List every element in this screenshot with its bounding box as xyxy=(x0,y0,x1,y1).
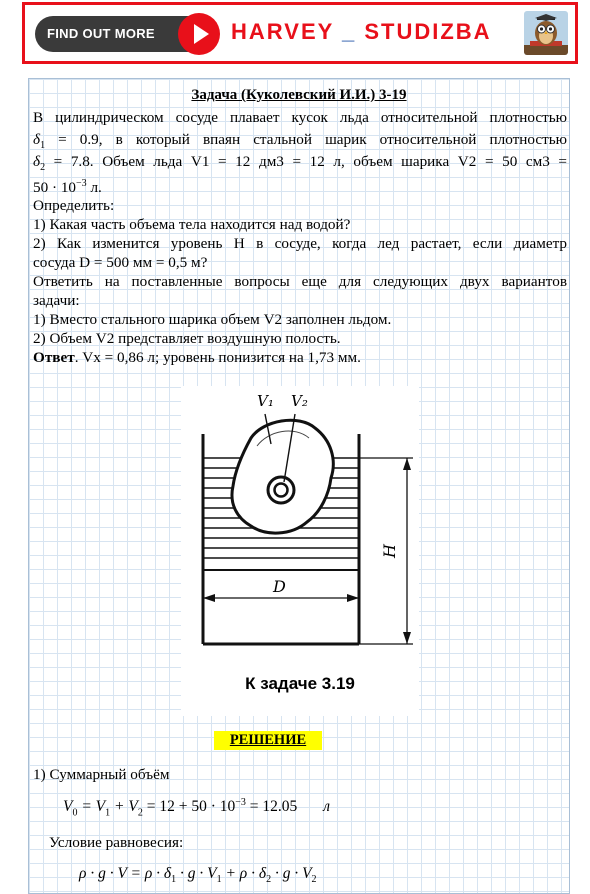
label-d: D xyxy=(273,577,286,596)
owl-mascot-icon xyxy=(524,11,568,55)
equation-total-volume: $V_0 = V_1 + V_2 = 12 + 50 \cdot 10^{-3} = 12.05$ л xyxy=(63,797,331,819)
brand-part-3: STUDIZBA xyxy=(364,19,492,44)
problem-line-2: $\delta_1 = 0.9$, в который впаян стальной шарик относительной плотностью xyxy=(33,131,567,152)
answer-label: Ответ xyxy=(33,349,75,366)
equilibrium-label: Условие равновесия: xyxy=(49,834,184,851)
answer-text: . Vx = 0,86 л; уровень понизится на 1,73 мм. xyxy=(74,349,361,366)
question-2-line-2: сосуда D = 500 мм = 0,5 м? xyxy=(33,254,208,271)
problem-line-4: $50 \cdot 10^{-3}$ л. xyxy=(33,178,102,197)
solution-step-1: 1) Суммарный объём xyxy=(33,766,170,783)
problem-figure xyxy=(181,386,419,716)
solution-heading: РЕШЕНИЕ xyxy=(214,731,322,750)
variants-line-2: задачи: xyxy=(33,292,80,309)
brand-part-1: HARVEY xyxy=(231,19,334,44)
find-out-more-label: FIND OUT MORE xyxy=(47,26,155,41)
document-page xyxy=(28,78,570,894)
variant-2: 2) Объем V2 представляет воздушную полость. xyxy=(33,330,341,347)
equation-equilibrium: $\rho \cdot g \cdot V = \rho \cdot \delta_1 \cdot g \cdot V_1 + \rho \cdot \delta_2 \cdot g \cdot V_2$ xyxy=(79,865,317,886)
variants-line-1: Ответить на поставленные вопросы еще для следующих двух вариантов xyxy=(33,273,567,290)
answer xyxy=(33,348,567,368)
problem-line-1: В цилиндрическом сосуде плавает кусок льда относительной плотностью xyxy=(33,109,567,126)
find-out-more-button[interactable] xyxy=(35,16,218,52)
question-2-line-1: 2) Как изменится уровень H в сосуде, когда лед растает, если диаметр xyxy=(33,235,567,252)
define-label: Определить: xyxy=(33,197,115,214)
problem-line-3: $\delta_2 = 7.8$. Объем льда V1 = 12 дм3 = 12 л, объем шарика V2 = 50 см3 = xyxy=(33,153,567,174)
brand-part-2: _ xyxy=(333,19,365,44)
variant-1: 1) Вместо стального шарика объем V2 заполнен льдом. xyxy=(33,311,392,328)
figure-caption: К задаче 3.19 xyxy=(245,674,355,693)
label-h: H xyxy=(380,544,399,558)
label-v2: V₂ xyxy=(291,392,308,410)
question-1: 1) Какая часть объема тела находится над водой? xyxy=(33,216,351,233)
problem-title: Задача (Куколевский И.И.) 3-19 xyxy=(191,87,407,103)
ad-banner[interactable] xyxy=(22,2,578,64)
play-icon xyxy=(178,13,220,55)
brand-logo-text xyxy=(231,19,492,45)
vessel-diagram xyxy=(181,386,419,671)
label-v1: V₁ xyxy=(257,392,274,410)
